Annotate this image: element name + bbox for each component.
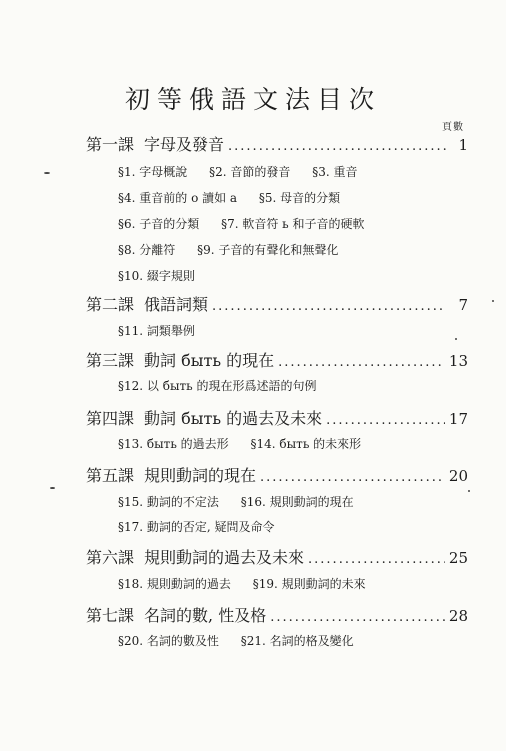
- chapter-5-section-line-1: [118, 493, 468, 510]
- pages-column-label: 頁數: [442, 122, 464, 133]
- dot-leader: [212, 299, 446, 314]
- chapter-number: 第一課: [86, 135, 135, 154]
- section-entry: §16. 規則動詞的現在: [240, 495, 354, 509]
- section-entry: §20. 名詞的數及性: [118, 634, 219, 648]
- chapter-title: 規則動詞的現在: [144, 466, 257, 485]
- chapter-page-number: 17: [448, 410, 468, 428]
- chapter-number: 第三課: [86, 351, 135, 370]
- dot-leader: [270, 610, 445, 625]
- chapter-page-number: 1: [458, 136, 468, 154]
- chapter-number: 第四課: [86, 409, 135, 428]
- chapter-title: 俄語詞類: [144, 295, 209, 314]
- chapter-1-section-line-2: [118, 189, 468, 206]
- scan-speck: [492, 300, 494, 302]
- chapter-title: 名詞的數, 性及格: [144, 606, 267, 625]
- section-entry: §14. быть 的未來形: [250, 437, 362, 451]
- section-entry: §7. 軟音符 ь 和子音的硬軟: [221, 217, 365, 231]
- chapter-1-section-line-5: [118, 267, 468, 284]
- chapter-4-section-line-1: [118, 435, 468, 452]
- dot-leader: [308, 552, 445, 567]
- chapter-page-number: 25: [448, 549, 468, 567]
- section-entry: §4. 重音前的 о 讀如 а: [118, 191, 238, 205]
- chapter-5-section-line-2: [118, 518, 468, 535]
- chapter-5-heading: [86, 463, 468, 489]
- section-entry: §1. 字母概說: [118, 165, 188, 179]
- chapter-6-heading: [86, 545, 468, 571]
- chapter-title: 動詞 быть 的現在: [144, 351, 275, 370]
- chapter-6-section-line-1: [118, 575, 468, 592]
- chapter-1-section-line-3: [118, 215, 468, 232]
- chapter-4-heading: [86, 406, 468, 432]
- chapter-1-section-line-4: [118, 241, 468, 258]
- chapter-3-heading: [86, 348, 468, 374]
- dot-leader: [326, 413, 445, 428]
- chapter-page-number: 13: [448, 352, 468, 370]
- chapter-3-section-line-1: [118, 377, 468, 394]
- chapter-number: 第二課: [86, 295, 135, 314]
- section-entry: §3. 重音: [312, 165, 358, 179]
- chapter-title: 動詞 быть 的過去及未來: [144, 409, 323, 428]
- section-entry: §2. 音節的發音: [209, 165, 291, 179]
- section-entry: §13. быть 的過去形: [118, 437, 229, 451]
- chapter-1-section-line-1: [118, 163, 468, 180]
- dot-leader: [228, 139, 446, 154]
- chapter-7-section-line-1: [118, 632, 468, 649]
- chapter-number: 第六課: [86, 548, 135, 567]
- section-entry: §12. 以 быть 的現在形爲述語的句例: [118, 379, 317, 393]
- chapter-7-heading: [86, 603, 468, 629]
- section-entry: §17. 動詞的否定, 疑問及命令: [118, 520, 275, 534]
- section-entry: §18. 規則動詞的過去: [118, 577, 231, 591]
- chapter-number: 第五課: [86, 466, 135, 485]
- dot-leader: [278, 355, 445, 370]
- page-title: 初等俄語文法目次: [124, 85, 381, 114]
- chapter-title: 字母及發音: [144, 135, 225, 154]
- scan-speck: [468, 490, 470, 492]
- section-entry: §15. 動詞的不定法: [118, 495, 219, 509]
- section-entry: §10. 綴字規則: [118, 269, 195, 283]
- scan-speck: [50, 487, 55, 489]
- chapter-2-heading: [86, 292, 468, 318]
- section-entry: §6. 子音的分類: [118, 217, 200, 231]
- chapter-2-section-line-1: [118, 322, 468, 339]
- scan-speck: [455, 338, 457, 340]
- chapter-title: 規則動詞的過去及未來: [144, 548, 305, 567]
- chapter-number: 第七課: [86, 606, 135, 625]
- chapter-page-number: 20: [448, 467, 468, 485]
- section-entry: §5. 母音的分類: [258, 191, 341, 205]
- section-entry: §9. 子音的有聲化和無聲化: [197, 243, 339, 257]
- section-entry: §21. 名詞的格及變化: [240, 634, 354, 648]
- section-entry: §19. 規則動詞的未來: [252, 577, 366, 591]
- chapter-page-number: 28: [448, 607, 468, 625]
- scan-speck: [44, 172, 50, 174]
- section-entry: §11. 詞類舉例: [118, 324, 195, 338]
- section-entry: §8. 分離符: [118, 243, 176, 257]
- dot-leader: [260, 470, 445, 485]
- chapter-page-number: 7: [458, 296, 468, 314]
- chapter-1-heading: [86, 132, 468, 158]
